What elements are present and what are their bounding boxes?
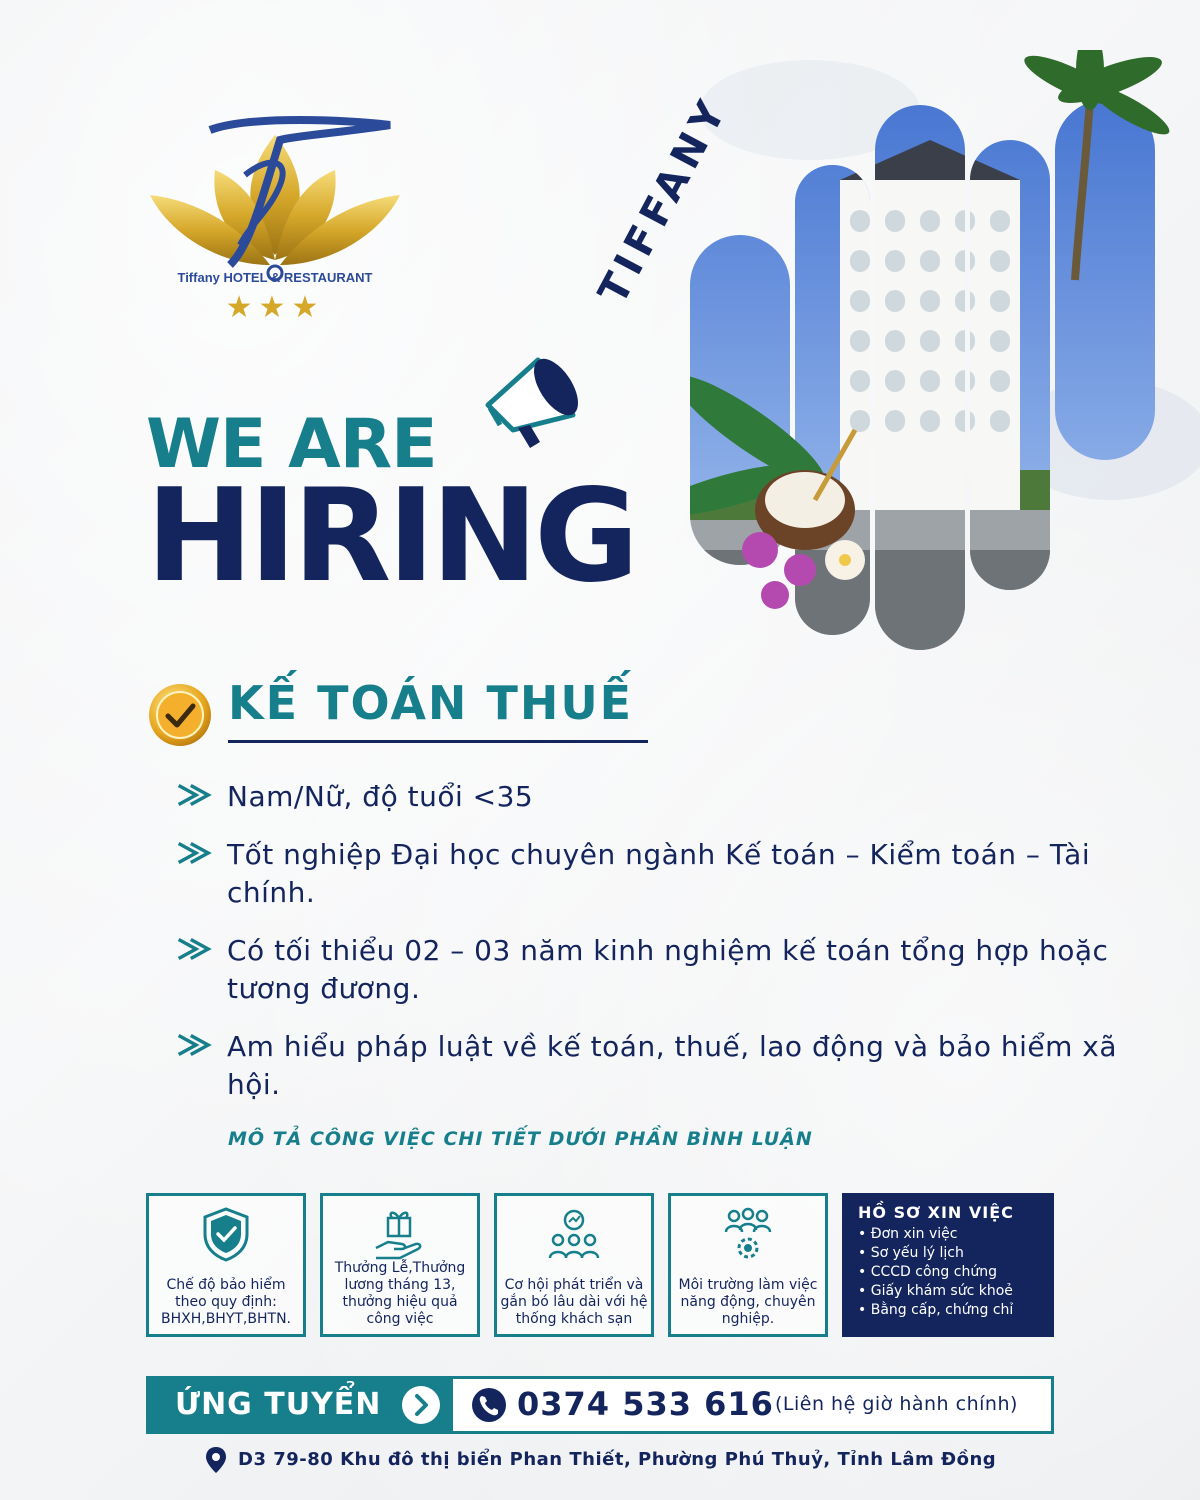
document-item: • Bằng cấp, chứng chỉ [858,1301,1042,1320]
logo-text: Tiffany HOTEL & RESTAURANT [177,270,373,285]
documents-title: HỒ SƠ XIN VIỆC [858,1203,1014,1222]
rating-stars: ★★★ [225,290,325,325]
application-documents [842,1193,1054,1337]
hotel-hero-image [690,50,1200,650]
arrow-right-circle-icon [401,1385,441,1425]
location-pin-icon [205,1446,227,1474]
benefit-card-growth [494,1193,654,1337]
requirements-list [165,778,1155,1124]
phone-icon [471,1387,507,1423]
check-badge-icon [147,682,213,748]
requirement-item [165,778,1155,816]
requirement-text: Có tối thiểu 02 – 03 năm kinh nghiệm kế toán tổng hợp hoặc tương đương. [227,934,1109,1005]
document-item: • CCCD công chứng [858,1263,1042,1282]
document-item: • Đơn xin việc [858,1225,1042,1244]
phone-number[interactable]: 0374 533 616 [517,1385,774,1423]
requirement-item [165,932,1155,1008]
address-text: D3 79-80 Khu đô thị biển Phan Thiết, Phường Phú Thuỷ, Tỉnh Lâm Đồng [238,1449,997,1470]
team-gear-icon [720,1206,776,1262]
benefit-text: Cơ hội phát triển và gắn bó lâu dài với hệ thống khách sạn [500,1277,648,1327]
double-chevron-icon [165,778,227,808]
headline-line2: HIRING [146,462,636,611]
benefit-text: Thưởng Lễ,Thưởng lương tháng 13, thưởng hiệu quả công việc [334,1260,466,1327]
benefit-text: Chế độ bảo hiểm theo quy định: BHXH,BHYT,BHTN. [161,1277,291,1327]
benefit-card-environment [668,1193,828,1337]
phone-note: (Liên hệ giờ hành chính) [775,1393,1018,1415]
requirement-text: Am hiểu pháp luật về kế toán, thuế, lao động và bảo hiểm xã hội. [227,1030,1118,1101]
requirement-item [165,836,1155,912]
title-underline [228,740,648,743]
apply-label: ỨNG TUYỂN [175,1387,382,1422]
headline-line1: WE ARE [146,405,437,484]
apply-button[interactable] [149,1379,453,1431]
brand-vertical-text: TIFFANY [590,89,738,312]
document-item: • Giấy khám sức khoẻ [858,1282,1042,1301]
double-chevron-icon [165,1028,227,1058]
benefit-card-insurance [146,1193,306,1337]
document-item: • Sơ yếu lý lịch [858,1244,1042,1263]
benefit-card-bonus [320,1193,480,1337]
double-chevron-icon [165,932,227,962]
double-chevron-icon [165,836,227,866]
job-description-note: MÔ TẢ CÔNG VIỆC CHI TIẾT DƯỚI PHẦN BÌNH LUẬN [228,1128,813,1150]
gift-hand-icon [372,1206,428,1262]
apply-bar [146,1376,1054,1434]
megaphone-icon [478,330,588,450]
growth-team-icon [546,1206,602,1262]
benefit-text: Môi trường làm việc năng động, chuyên nghiệp. [678,1277,818,1327]
shield-check-icon [200,1206,252,1262]
job-title: KẾ TOÁN THUẾ [228,676,634,730]
requirement-text: Nam/Nữ, độ tuổi <35 [227,780,534,813]
requirement-text: Tốt nghiệp Đại học chuyên ngành Kế toán – Kiểm toán – Tài chính. [227,838,1091,909]
requirement-item [165,1028,1155,1104]
